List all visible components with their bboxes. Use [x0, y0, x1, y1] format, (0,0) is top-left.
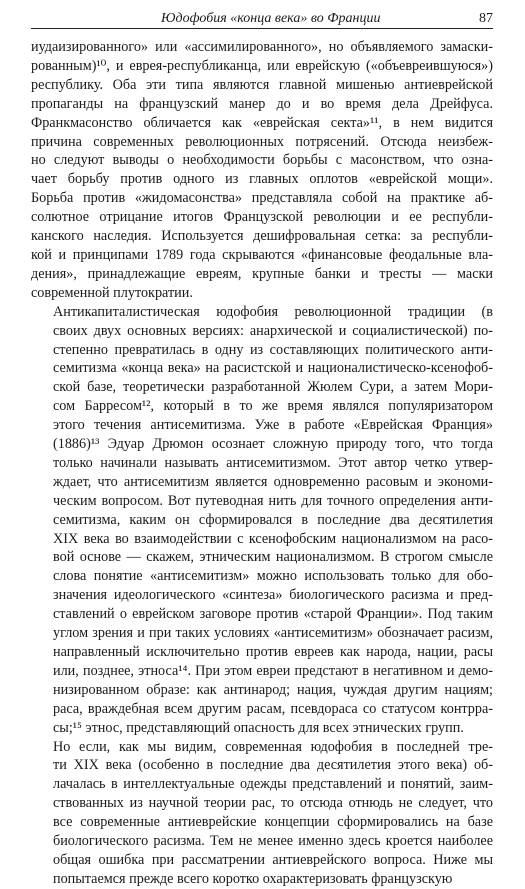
text-line: ствованных из научной теории рас, то отсюда отнюдь не следует, что — [53, 795, 493, 812]
text-line: сы;¹⁵ этнос, представляющий опасность для всех этнических групп. — [53, 719, 464, 736]
running-title: Юдофобия «конца века» во Франции — [161, 10, 381, 26]
text-line: ческим вопросом. Вот путеводная нить для точного определения анти- — [53, 492, 493, 509]
text-line: углом зрения и при таких условиях «антисемитизм» обозначает расизм, — [53, 625, 493, 642]
text-line: но следуют выводы о необходимости борьбы с масонством, что озна- — [31, 152, 493, 169]
text-line: Но если, как мы видим, современная юдофобия в последней тре- — [53, 738, 493, 755]
text-line: сом Барресом¹², который в то же время являлся популяризатором — [53, 398, 493, 415]
text-line: ставлений о еврейском заговоре против «старой Франции». Под таким — [53, 606, 493, 623]
text-line: ти XIX века (особенно в последние два десятилетия этого века) об- — [53, 757, 493, 774]
text-line: кой и принципами 1789 года скрываются «финансовые феодальные вла- — [31, 246, 493, 263]
text-line: общая ошибка при рассматрении антиеврейского вопроса. Ниже мы — [53, 851, 493, 868]
text-line: причина современных революционных потрясений. Отсюда неизбеж- — [31, 133, 493, 150]
text-line: своих двух основных версиях: анархической и социалистической) по- — [53, 322, 493, 339]
text-line: этого течения антисемитизма. Уже в работе «Еврейская Франция» — [53, 417, 493, 434]
text-line: вой основе — скажем, этническим национализмом. В строгом смысле — [53, 549, 493, 566]
text-line: рованным)¹⁰, и еврея-республиканца, или еврейскую («объевреившуюся») — [31, 57, 493, 74]
text-line: солютное отрицание итогов Французской революции и ее республи- — [31, 209, 493, 226]
paragraph-1 — [31, 38, 493, 303]
text-line: раса, враждебная всем другим расам, псевдораса со статусом контрра- — [53, 700, 493, 717]
text-line: семитизма «конца века» на расистской и националистическо-ксенофоб- — [53, 360, 493, 377]
text-line: семитизма, каким он сформировался в последние два десятилетия — [53, 511, 493, 528]
text-line: чает борьбу против одного из главных оплотов «еврейской мощи». — [31, 171, 493, 188]
text-line: Антикапиталистическая юдофобия революционной традиции (в — [53, 303, 493, 320]
paragraph-2 — [31, 303, 493, 738]
text-line: ждает, что антисемитизм является одновременно расовым и экономи- — [53, 473, 493, 490]
text-line: Франкмасонство обличается как «еврейская секта»¹¹, в нем видится — [31, 114, 493, 131]
text-line: ской базе, теоретически разработанной Жюлем Сури, а затем Мори- — [53, 379, 493, 396]
text-line: лачалась в интеллектуальные одежды представлений и понятий, заим- — [53, 776, 493, 793]
text-line: Борьба против «жидомасонства» представляла собой на практике аб- — [31, 190, 493, 207]
text-line: степенно превратилась в одну из составляющих политического анти- — [53, 341, 493, 358]
body-text — [31, 38, 493, 889]
text-line: (1886)¹³ Эдуар Дрюмон осознает сложную природу того, что тогда — [53, 436, 493, 453]
text-line: значения идеологического «синтеза» биологического расизма и пред- — [53, 587, 493, 604]
text-line: иудаизированного» или «ассимилированного», но объявляемого замаски- — [31, 39, 493, 55]
text-line: попытаемся прежде всего коротко охарактеризовать французскую — [53, 870, 453, 887]
text-line: канского наследия. Используется дешифровальная сетка: за республи- — [31, 228, 493, 245]
text-line: направленный исключительно против евреев как народа, нации, расы — [53, 644, 493, 660]
text-line: биологического расизма. Тем не менее именно здесь кроется наиболее — [53, 833, 493, 850]
text-line: республику. Оба эти типа являются главной мишенью антиеврейской — [31, 76, 493, 93]
text-line: пропаганды на французский манер до и во время дела Дрейфуса. — [31, 95, 493, 112]
paragraph-3 — [31, 738, 493, 889]
text-line: низированном образе: как антинарод; нация, чуждая другим нациям; — [53, 681, 493, 698]
text-line: дения», принадлежащие евреям, крупные банки и тресты — маски — [31, 265, 493, 282]
text-line: все современные антиеврейские концепции сформировались на базе — [53, 814, 493, 831]
text-line: только начинали называть антисемитизмом. Этот автор четко утвер- — [53, 454, 493, 471]
page-number: 87 — [479, 10, 493, 26]
text-line: XIX века во взаимодействии с ксенофобским национализмом на расо- — [53, 530, 493, 547]
text-line: или, позднее, этноса¹⁴. При этом евреи предстают в негативном и демо- — [53, 662, 493, 679]
text-line: современной плутократии. — [31, 284, 193, 301]
running-header — [31, 9, 493, 29]
text-line: слова понятие «антисемитизм» можно использовать только для обо- — [53, 568, 493, 585]
